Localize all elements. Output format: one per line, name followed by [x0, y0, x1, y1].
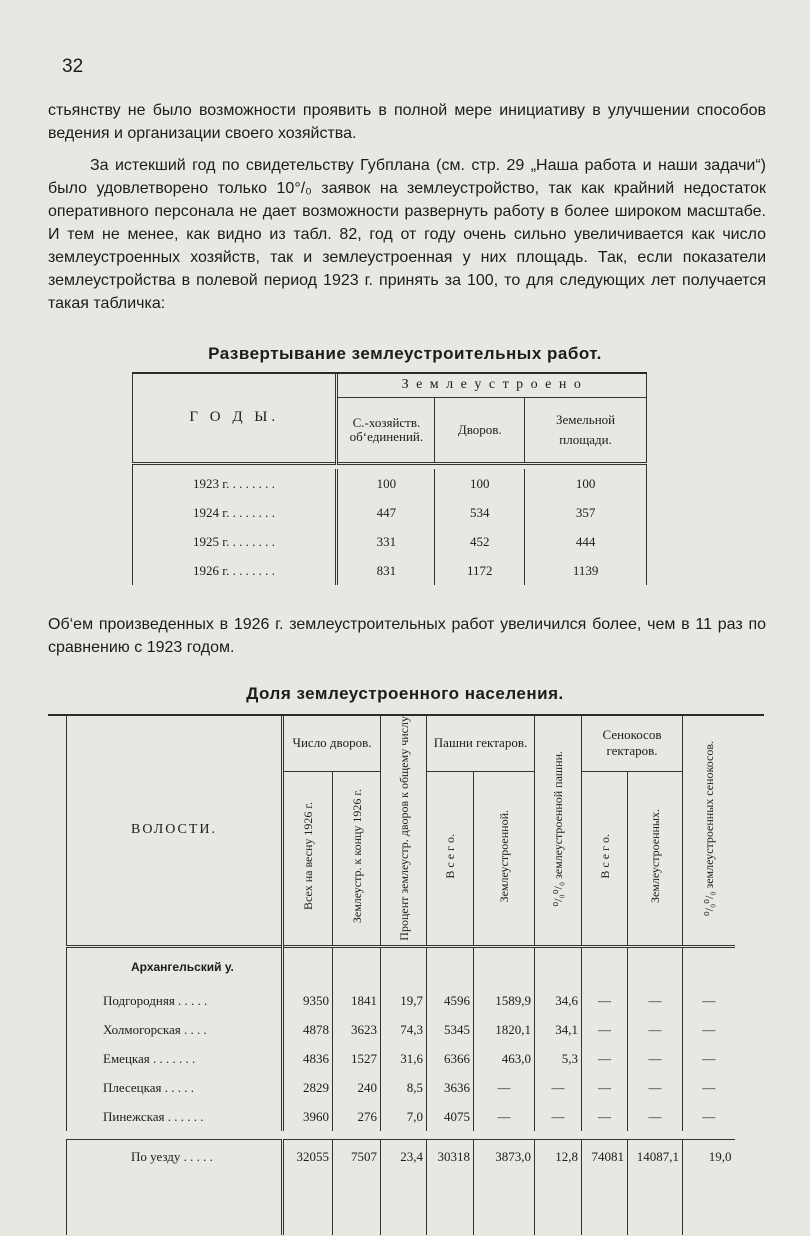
table1-col-yards: Дворов.: [435, 397, 525, 463]
table2-col-all-spring: Всех на весну 1926 г.: [301, 802, 315, 911]
table2-col-hay-total: В с е г о.: [597, 833, 612, 879]
table2-col-arable-pct: ⁰/₀⁰/₀ землеустроенной пашни.: [551, 750, 565, 907]
table2-total-row: По уезду . . . . . 32055 7507 23,4 30318 3873,0 12,8 74081 14087,1 19,0: [67, 1139, 735, 1175]
table1-col-households: С.-хозяйств. об‘единений.: [337, 397, 435, 463]
table2-uezd-label: Архангельский у.: [67, 946, 283, 986]
table1: [132, 373, 647, 585]
table1-group-header: З е м л е у с т р о е н о: [337, 373, 647, 397]
table2-title: Доля землеустроенного населения.: [246, 684, 564, 703]
page-number: 32: [62, 56, 84, 77]
table1-row: 1926 г. . . . . . . . 831 1172 1139: [133, 556, 647, 585]
table2-col-land-end: Землеустр. к концу 1926 г.: [349, 789, 364, 924]
table2-row: Холмогорская . . . . 4878 3623 74,3 5345 1820,1 34,1 — — —: [67, 1015, 735, 1044]
table2-row: Емецкая . . . . . . . 4836 1527 31,6 6366 463,0 5,3 — — —: [67, 1044, 735, 1073]
table2-row: Подгородняя . . . . . 9350 1841 19,7 4596 1589,9 34,6 — — —: [67, 986, 735, 1015]
table2-row: Плесецкая . . . . . 2829 240 8,5 3636 — — — — —: [67, 1073, 735, 1102]
table2: [66, 716, 735, 1235]
table1-col-area: Земельной площади.: [525, 397, 647, 463]
table2-group-hay: Сенокосов гектаров.: [582, 716, 683, 771]
paragraph-2: За истекший год по свидетельству Губплана (см. стр. 29 „Наша работа и наши задачи“) было удовлетворено только 10°/₀ заявок на землеустройство, так как крайний недостаток оперативного персонала не дает возможности развернуть работу в более широком масштабе. И тем не менее, как видно из табл. 82, год от году очень сильно увеличивается как число землеустроенных хозяйств, так и землеустроенная у них площадь. Так, если показатели землеустройства в полевой период 1923 г. принять за 100, то для следующих лет получается такая табличка:: [48, 157, 766, 312]
table2-col-hay-land: Землеустроенных.: [648, 809, 662, 904]
table1-row: 1925 г. . . . . . . . 331 452 444: [133, 527, 647, 556]
table1-row: 1924 г. . . . . . . . 447 534 357: [133, 498, 647, 527]
table2-row: Пинежская . . . . . . 3960 276 7,0 4075 — — — — —: [67, 1102, 735, 1131]
table2-col-arable-land: Землеустроенной.: [497, 809, 511, 903]
table1-row: 1923 г. . . . . . . . 100 100 100: [133, 469, 647, 498]
table2-col-hay-pct: ⁰/₀⁰/₀ землеустроенных сенокосов.: [701, 740, 716, 916]
table2-group-yards: Число дворов.: [283, 716, 381, 771]
table2-group-arable: Пашни гектаров.: [427, 716, 535, 771]
paragraph-3: Об‘ем произведенных в 1926 г. землеустроительных работ увеличился более, чем в 11 раз по сравнению с 1923 годом.: [48, 616, 766, 656]
table2-col-percent-yards: Процент землеустр. дворов к общему числу: [396, 716, 411, 941]
paragraph-1: стьянству не было возможности проявить в полной мере инициативу в улучшении способов ведения и организации своего хозяйства.: [48, 102, 766, 142]
table1-col-years: Г О Д Ы.: [133, 373, 337, 463]
table2-col-arable-total: В с е г о.: [443, 833, 457, 879]
table2-col-volost: ВОЛОСТИ.: [67, 716, 283, 946]
table1-title: Развертывание землеустроительных работ.: [208, 344, 602, 363]
